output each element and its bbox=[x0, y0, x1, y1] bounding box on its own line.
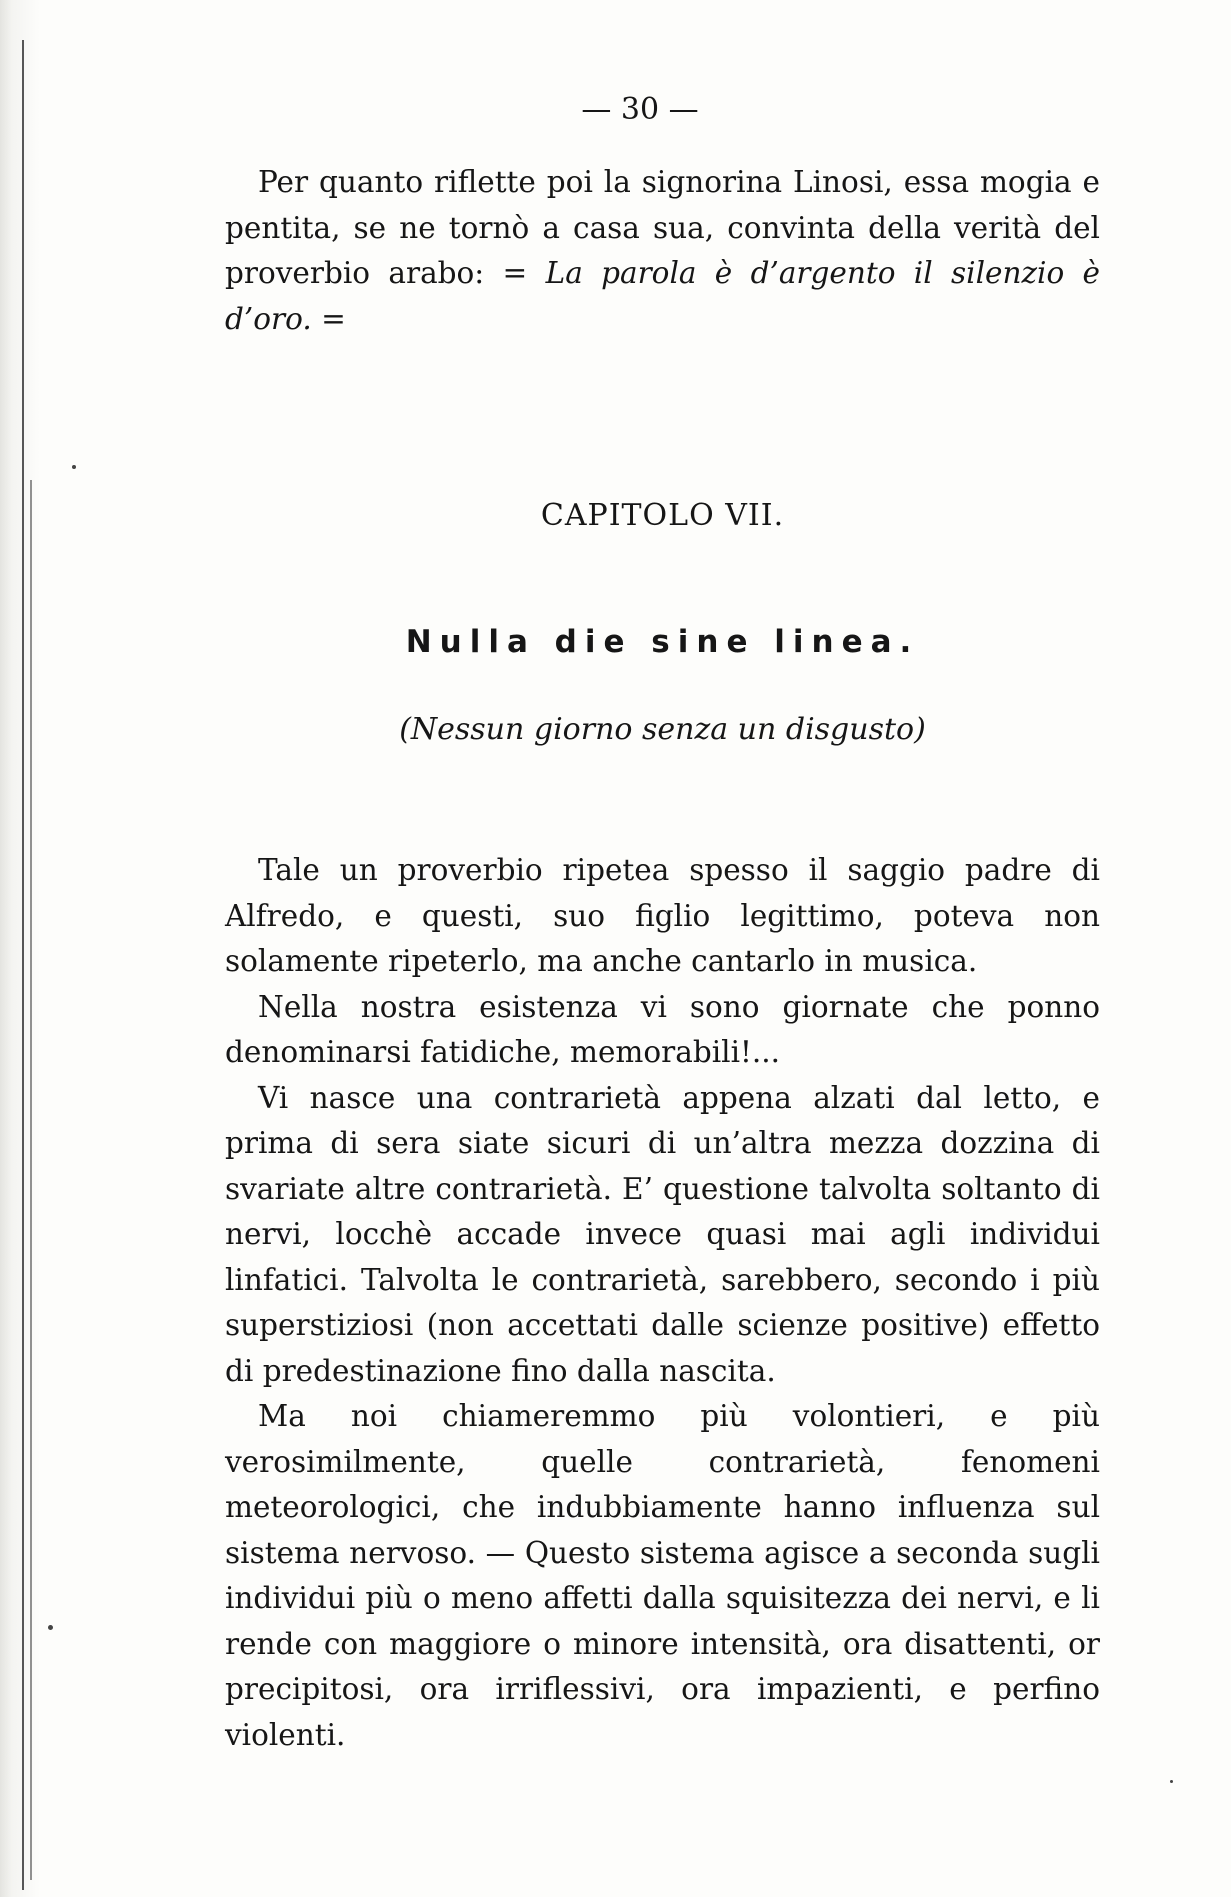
chapter-heading: Nulla die sine linea. bbox=[405, 624, 920, 660]
ink-speck bbox=[72, 465, 76, 469]
chapter-body bbox=[225, 848, 1100, 1758]
body-paragraph: Nella nostra esistenza vi sono giornate che ponno denominarsi fatidiche, memorabili!... bbox=[225, 989, 1100, 1069]
ink-speck bbox=[1170, 1780, 1173, 1783]
body-paragraph: Vi nasce una contrarietà appena alzati dal letto, e prima di sera siate sicuri di un’altra mezza dozzina di svariate altre contrarietà. E’ questione talvolta soltanto di nervi, locchè accade invece quasi mai agli individui linfatici. Talvolta le contrarietà, sarebbero, secondo i più superstiziosi (non accettati dalle scienze positive) effetto di predestinazione fino dalla nascita. bbox=[225, 1080, 1100, 1388]
body-paragraph: Ma noi chiameremmo più volontieri, e più verosimilmente, quelle contrarietà, fenomeni meteorologici, che indubbiamente hanno influenza sul sistema nervoso. — Questo sistema agisce a seconda sugli individui più o meno affetti dalla squisitezza dei nervi, e li rende con maggiore o minore intensità, ora disattenti, or precipitosi, ora irriflessivi, ora impazienti, e perfino violenti. bbox=[225, 1399, 1100, 1752]
arabic-proverb: La parola è d’argento il silenzio è d’oro. bbox=[225, 256, 1100, 336]
intro-text: Per quanto riflette poi la signorina Linosi, essa mogia e pentita, se ne tornò a casa sua, convinta della verità del proverbio arabo: = bbox=[225, 165, 1100, 290]
chapter-subtitle: (Nessun giorno senza un disgusto) bbox=[399, 712, 926, 747]
binding-rule-secondary bbox=[30, 480, 32, 1880]
scan-edge-shadow bbox=[0, 0, 40, 1897]
binding-rule bbox=[22, 40, 24, 1890]
intro-paragraph bbox=[225, 160, 1100, 342]
chapter-number: CAPITOLO VII. bbox=[540, 498, 785, 533]
ink-speck bbox=[48, 1625, 53, 1630]
page-number: — 30 — bbox=[581, 92, 699, 127]
body-paragraph: Tale un proverbio ripetea spesso il saggio padre di Alfredo, e questi, suo figlio legittimo, poteva non solamente ripeterlo, ma anche cantarlo in musica. bbox=[225, 853, 1100, 978]
intro-text-end: = bbox=[311, 301, 346, 336]
